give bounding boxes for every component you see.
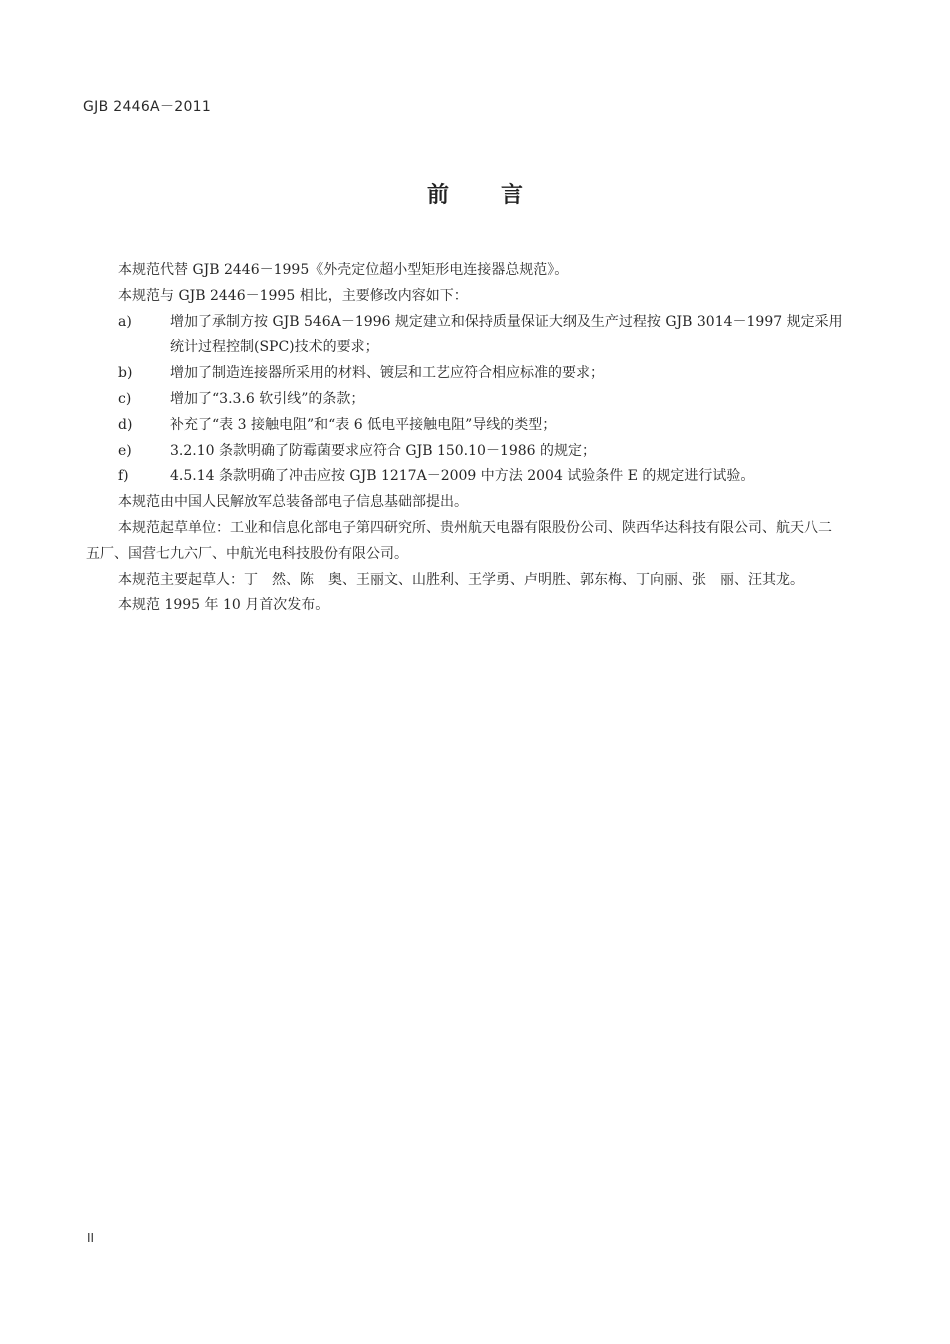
- list-item: [86, 310, 844, 362]
- paragraph-proposer: 本规范由中国人民解放军总装备部电子信息基础部提出。: [118, 494, 468, 511]
- list-item: [86, 387, 844, 413]
- list-item-marker: b): [118, 365, 133, 382]
- paragraph-replaces: 本规范代替 GJB 2446－1995《外壳定位超小型矩形电连接器总规范》。: [118, 262, 569, 278]
- list-item-marker: a): [118, 313, 132, 330]
- list-item-marker: e): [118, 442, 132, 459]
- standard-code: GJB 2446A－2011: [83, 99, 212, 115]
- page-number: II: [87, 1231, 95, 1245]
- list-item-text: 4.5.14 条款明确了冲击应按 GJB 1217A－2009 中方法 2004 试验条件 E 的规定进行试验。: [170, 468, 755, 485]
- list-item-text: 增加了制造连接器所采用的材料、镀层和工艺应符合相应标准的要求；: [170, 365, 604, 382]
- list-item: [86, 464, 844, 490]
- list-item-text: 3.2.10 条款明确了防霉菌要求应符合 GJB 150.10－1986 的规定；: [170, 442, 597, 459]
- list-item-marker: d): [118, 416, 133, 433]
- list-item-marker: f): [118, 468, 129, 485]
- list-item-marker: c): [118, 390, 132, 407]
- paragraph-drafting-units: 本规范起草单位：工业和信息化部电子第四研究所、贵州航天电器有限股份公司、陕西华达科技有限公司、航天八二五厂、国营七九六厂、中航光电科技股份有限公司。: [86, 519, 832, 562]
- foreword-body: [86, 258, 844, 619]
- list-item-text: 增加了承制方按 GJB 546A－1996 规定建立和保持质量保证大纲及生产过程按 GJB 3014－1997 规定采用统计过程控制(SPC)技术的要求；: [170, 313, 843, 356]
- list-item-text: 补充了“表 3 接触电阻”和“表 6 低电平接触电阻”导线的类型；: [170, 416, 557, 433]
- paragraph-drafters: 本规范主要起草人：丁 然、陈 奥、王丽文、山胜利、王学勇、卢明胜、郭东梅、丁向丽、张 丽、汪其龙。: [118, 571, 804, 588]
- paragraph-changes-intro: 本规范与 GJB 2446－1995 相比，主要修改内容如下：: [118, 287, 468, 304]
- paragraph-first-issue: 本规范 1995 年 10 月首次发布。: [118, 597, 330, 614]
- page-title: 前言: [426, 183, 575, 208]
- list-item: [86, 361, 844, 387]
- list-item-text: 增加了“3.3.6 软引线”的条款；: [170, 390, 365, 407]
- list-item: [86, 439, 844, 465]
- list-item: [86, 413, 844, 439]
